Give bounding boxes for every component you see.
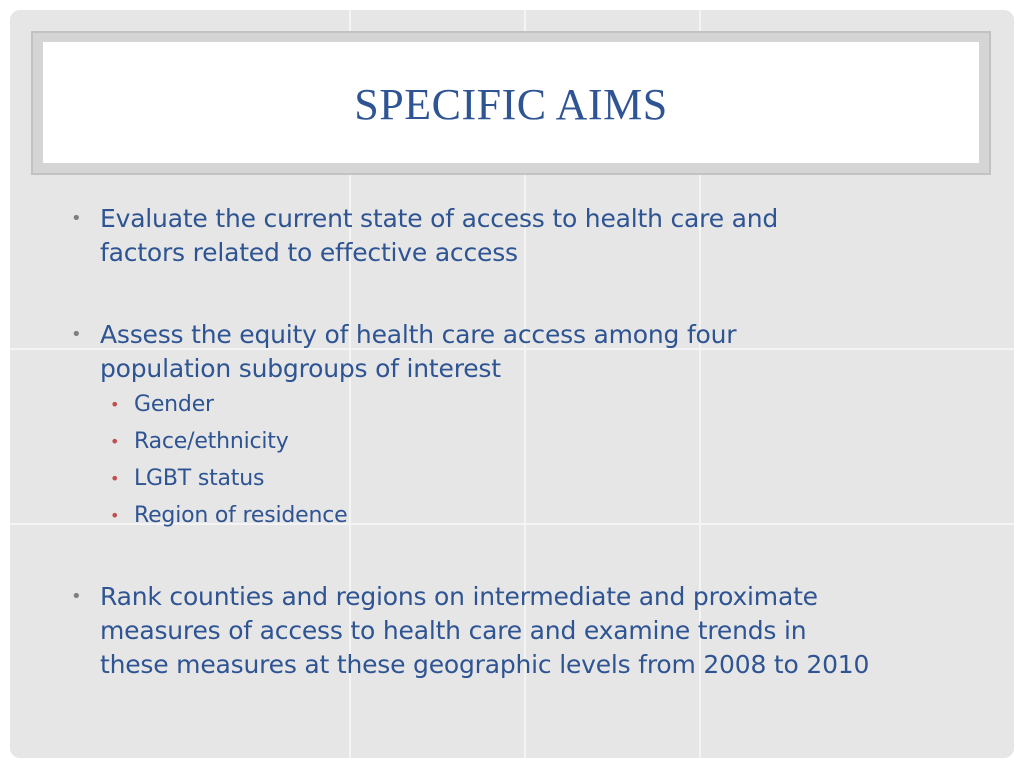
bullet-list <box>62 202 962 682</box>
sub-bullet-race-ethnicity <box>62 423 962 460</box>
sub-bullet-lgbt-status <box>62 460 962 497</box>
bullet-line: Rank counties and regions on intermediate and proximate <box>100 582 818 611</box>
slide-title: SPECIFIC AIMS <box>354 80 668 129</box>
sub-bullet-label: Gender <box>134 392 214 417</box>
bullet-line: population subgroups of interest <box>100 354 501 383</box>
sub-bullet-icon: • <box>110 432 120 451</box>
bullet-icon: • <box>71 586 82 607</box>
sub-bullet-label: LGBT status <box>134 466 265 491</box>
sub-bullet-icon: • <box>110 395 120 414</box>
bullet-line: measures of access to health care and examine trends in <box>100 616 807 645</box>
sub-bullet-label: Race/ethnicity <box>134 429 289 454</box>
sub-bullet-icon: • <box>110 506 120 525</box>
sub-bullet-icon: • <box>110 469 120 488</box>
bullet-line: Evaluate the current state of access to health care and <box>100 204 779 233</box>
bullet-line: Assess the equity of health care access among four <box>100 320 737 349</box>
title-box <box>43 42 979 163</box>
sub-bullet-region <box>62 497 962 534</box>
bullet-line: these measures at these geographic levels from 2008 to 2010 <box>100 650 870 679</box>
sub-bullet-label: Region of residence <box>134 503 348 528</box>
slide <box>10 10 1014 758</box>
sub-bullet-gender <box>62 386 962 423</box>
bullet-icon: • <box>71 208 82 229</box>
bullet-item-assess <box>62 318 962 386</box>
title-frame <box>31 31 991 175</box>
bullet-line: factors related to effective access <box>100 238 518 267</box>
bullet-item-rank <box>62 580 962 682</box>
bullet-icon: • <box>71 324 82 345</box>
bullet-item-evaluate <box>62 202 962 270</box>
